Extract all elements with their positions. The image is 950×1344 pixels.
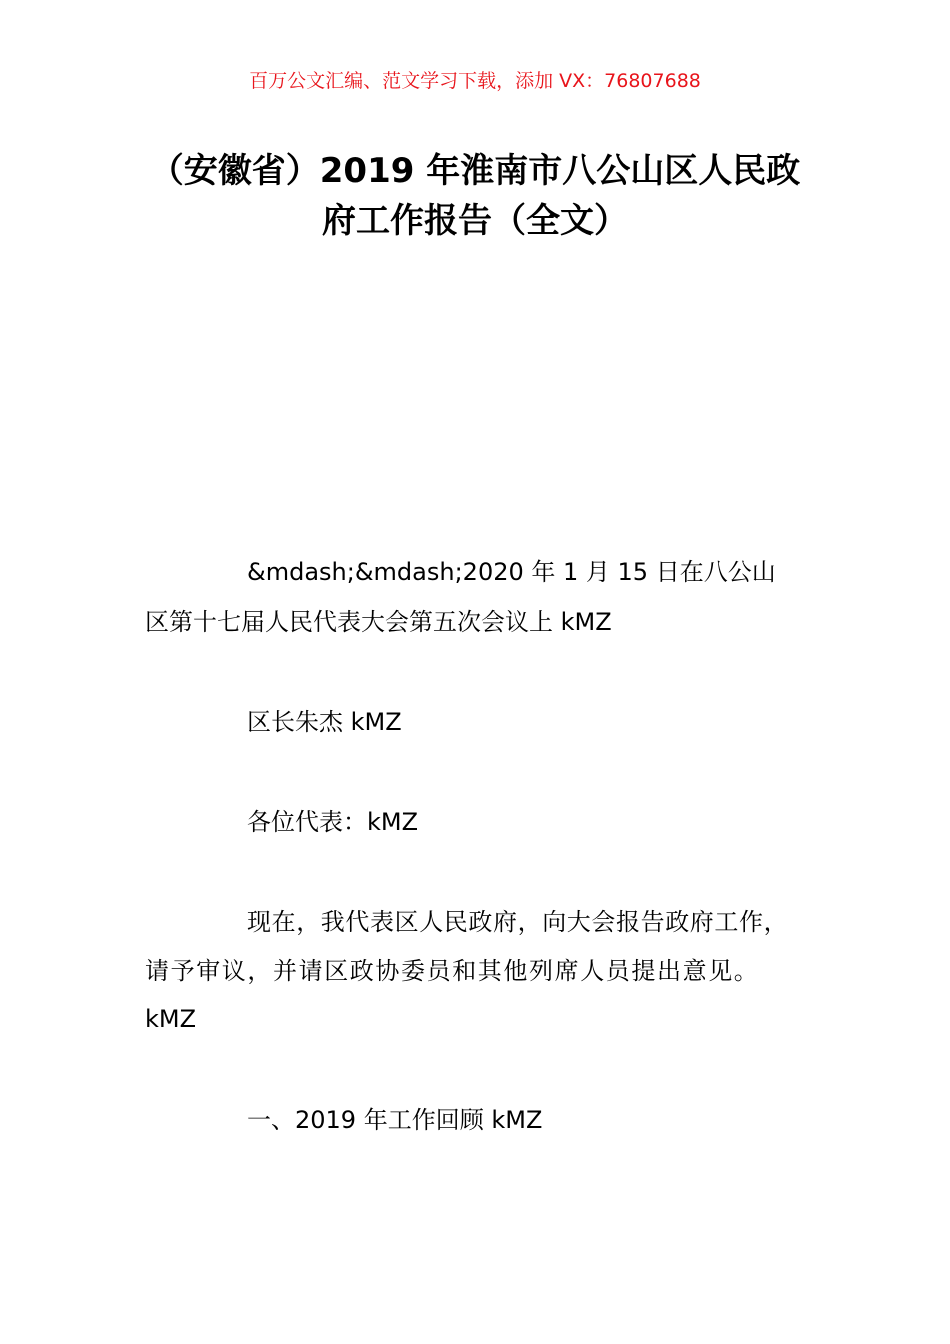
document-title-line-1: （安徽省）2019 年淮南市八公山区人民政 <box>149 151 801 191</box>
paragraph-speaker: 区长朱杰 kMZ <box>247 708 402 736</box>
paragraph-intro-line-1: 现在，我代表区人民政府，向大会报告政府工作， <box>247 908 789 936</box>
paragraph-date-line-2: 区第十七届人民代表大会第五次会议上 kMZ <box>145 608 612 636</box>
paragraph-date-line-1: &mdash;&mdash;2020 年 1 月 15 日在八公山 <box>247 558 776 586</box>
header-watermark: 百万公文汇编、范文学习下载，添加 VX：76807688 <box>249 70 701 92</box>
section-heading: 一、2019 年工作回顾 kMZ <box>247 1106 543 1134</box>
paragraph-salutation: 各位代表：kMZ <box>247 808 419 836</box>
document-title-line-2: 府工作报告（全文） <box>322 201 628 241</box>
paragraph-intro-line-3: kMZ <box>145 1005 197 1033</box>
paragraph-intro-line-2: 请予审议，并请区政协委员和其他列席人员提出意见。 <box>145 957 760 985</box>
